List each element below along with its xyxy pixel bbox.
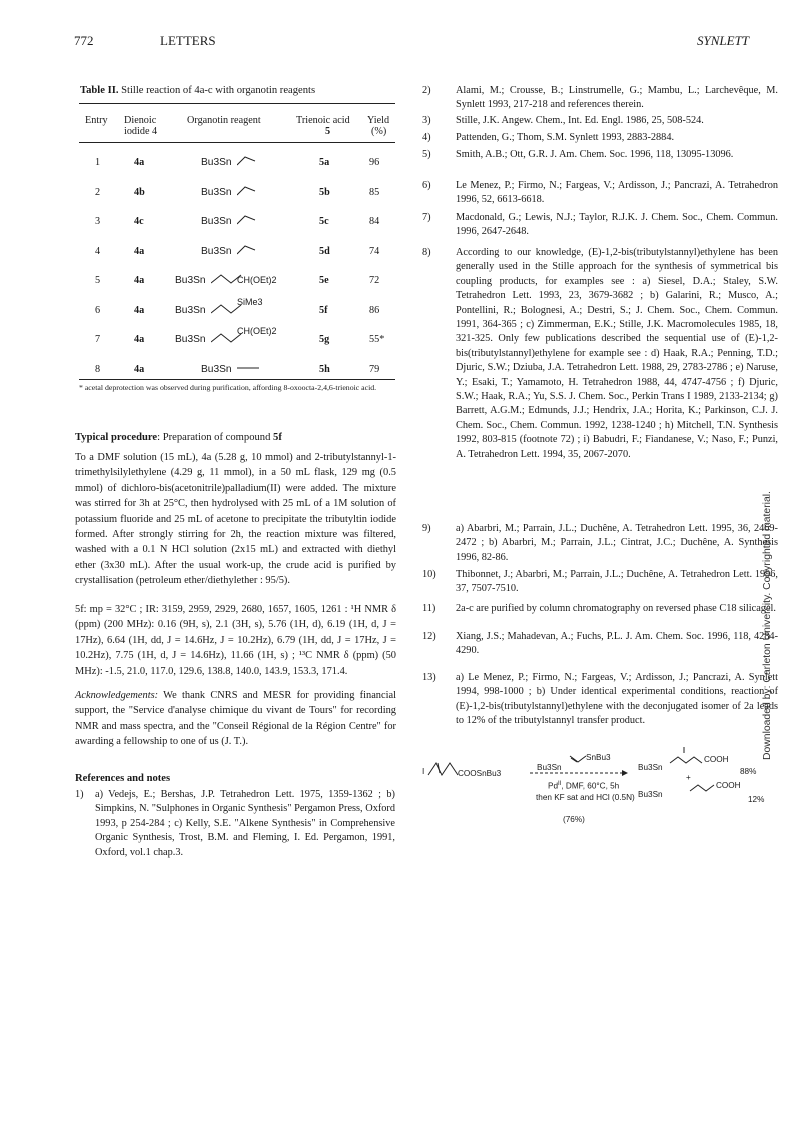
iodide-cell: 4c <box>134 216 144 227</box>
acid-cell: 5f <box>319 304 328 316</box>
acid-cell: 5d <box>319 245 330 257</box>
reagent-cell: Bu3Sn <box>201 363 232 375</box>
acid-cell: 5h <box>319 363 330 375</box>
acid-cell: 5b <box>319 186 330 198</box>
entry-cell: 3 <box>95 216 101 227</box>
reagent-cell: Bu3Sn <box>201 216 232 227</box>
section-title: LETTERS <box>160 33 216 48</box>
yield-cell: 86 <box>369 304 380 316</box>
procedure-body: To a DMF solution (15 mL), 4a (5.28 g, 10 mmol) and 2-tributylstannyl-1-trimethylsilylethylene (4.29 g, 11 mmol), in a 50 mL flask, 129 mg (0.5 mmol) of dichloro-bis(acetonitrile)palladium(II) were added. The mixture was stirred for 3h at 25°C, then hydrolysed with 25 mL of a 1M solution of potassium fluoride and 25 mL of acetone to precipitate the tributyltin iodide formed. After strongly stirring for 2h, the reaction mixture was filtered, washed with a 0.1 N HCl solution (2x15 mL) and extracted with diethyl ether (3x30 mL). After the usual work-up, the crude acid is purified by crystallisation (petroleum ether/diethylether : 95/5). <box>75 452 396 587</box>
reagent-substituent: CH(OEt)2 <box>237 326 277 336</box>
table-row <box>79 296 395 329</box>
iodide-cell: 4b <box>134 186 145 198</box>
entry-cell: 6 <box>95 304 101 316</box>
table-header: Entry Dienoic iodide 4 Organotin reagent Trienoic acid 5 Yield (%) <box>85 115 390 137</box>
iodide-cell: 4a <box>134 334 145 345</box>
table-row <box>79 151 395 181</box>
iodide-cell: 4a <box>134 157 145 168</box>
page-number: 772 <box>74 33 94 48</box>
reagent-substituent: SiMe3 <box>237 296 263 307</box>
entry-cell: 5 <box>95 275 101 286</box>
reagent-cell: Bu3Sn <box>201 157 232 168</box>
table-footnote: * acetal deprotection was observed during purification, affording 8-oxoocta-2,4,6-trienoic acid. <box>79 383 377 392</box>
references-heading: References and notes <box>75 773 171 784</box>
reagent-substituent: CH(OEt)2 <box>237 275 277 285</box>
procedure-heading: Typical procedure: Preparation of compound 5f <box>75 432 282 443</box>
reagent-cell: Bu3Sn <box>175 304 206 316</box>
iodide-cell: 4a <box>134 363 145 375</box>
yield-cell: 55* <box>369 334 385 345</box>
reagent-cell: Bu3Sn <box>201 186 232 198</box>
alkene-bond-icon <box>237 151 307 171</box>
entry-cell: 1 <box>95 157 101 168</box>
yield-cell: 74 <box>369 245 380 257</box>
stille-table <box>79 103 395 380</box>
entry-cell: 7 <box>95 334 101 345</box>
yield-cell: 84 <box>369 216 380 227</box>
iodide-cell: 4a <box>134 245 145 257</box>
table-row <box>79 328 395 358</box>
table-caption: Table II. Stille reaction of 4a-c with organotin reagents <box>80 85 316 96</box>
yield-cell: 85 <box>369 186 380 198</box>
journal-name: SYNLETT <box>697 33 750 48</box>
acknowledgements: Acknowledgements: We thank CNRS and MESR for providing financial support, the "Service d'analyse chimique du vivant de Tours" for recording NMR and mass spectra, and the "Conseil Régional de la Région Centre" for awarding a fellowship to one of us (J. T.). <box>75 690 396 748</box>
table-row <box>79 210 395 240</box>
reaction-scheme: I COOSnBu3 Bu3Sn SnBu3 $Pd^{II}$, DMF, 60°C, 5h then KF sat and HCl (0.5N) (76%) Bu3Sn COOH + 88% Bu3Sn COOH 12% <box>420 747 780 842</box>
entry-cell: 4 <box>95 245 101 257</box>
yield-cell: 96 <box>369 157 380 168</box>
iodide-cell: 4a <box>134 275 145 286</box>
download-watermark: Downloaded by: Carleton University. Copyrighted material. <box>762 491 773 760</box>
table-row <box>79 240 395 270</box>
compound-data: 5f: mp = 32°C ; IR: 3159, 2959, 2929, 2680, 1657, 1605, 1261 : ¹H NMR δ (ppm) (200 MHz): 0.16 (9H, s), 2.1 (3H, s), 5.76 (1H, d), 6.19 (1H, d, J = 17Hz), 6.64 (1H, dd, J = 14.6Hz, J = 10.2Hz), 6.79 (1H, dd, J = 17Hz, J = 10.2Hz), 7.75 (1H, d, J = 14.6Hz), 11.66 (1H, s) ; ¹³C NMR δ (ppm) (50 MHz): -1.5, 21.0, 117.0, 129.6, 138.8, 140.0, 143.9, 153.3, 171.4. <box>75 604 396 677</box>
alkene-bond-icon <box>237 358 307 378</box>
acid-cell: 5a <box>319 157 330 168</box>
acid-cell: 5g <box>319 334 330 345</box>
entry-cell: 8 <box>95 363 101 375</box>
reagent-cell: Bu3Sn <box>175 275 206 286</box>
yield-cell: 72 <box>369 275 380 286</box>
acid-cell: 5e <box>319 275 329 286</box>
table-row <box>79 181 395 211</box>
alkene-bond-icon <box>237 181 307 201</box>
entry-cell: 2 <box>95 186 101 198</box>
alkene-bond-icon <box>237 210 307 230</box>
iodide-cell: 4a <box>134 304 145 316</box>
reagent-cell: Bu3Sn <box>175 334 206 345</box>
table-row <box>79 269 395 299</box>
acid-cell: 5c <box>319 216 329 227</box>
reagent-cell: Bu3Sn <box>201 245 232 257</box>
alkene-bond-icon <box>237 240 307 260</box>
yield-cell: 79 <box>369 363 380 375</box>
